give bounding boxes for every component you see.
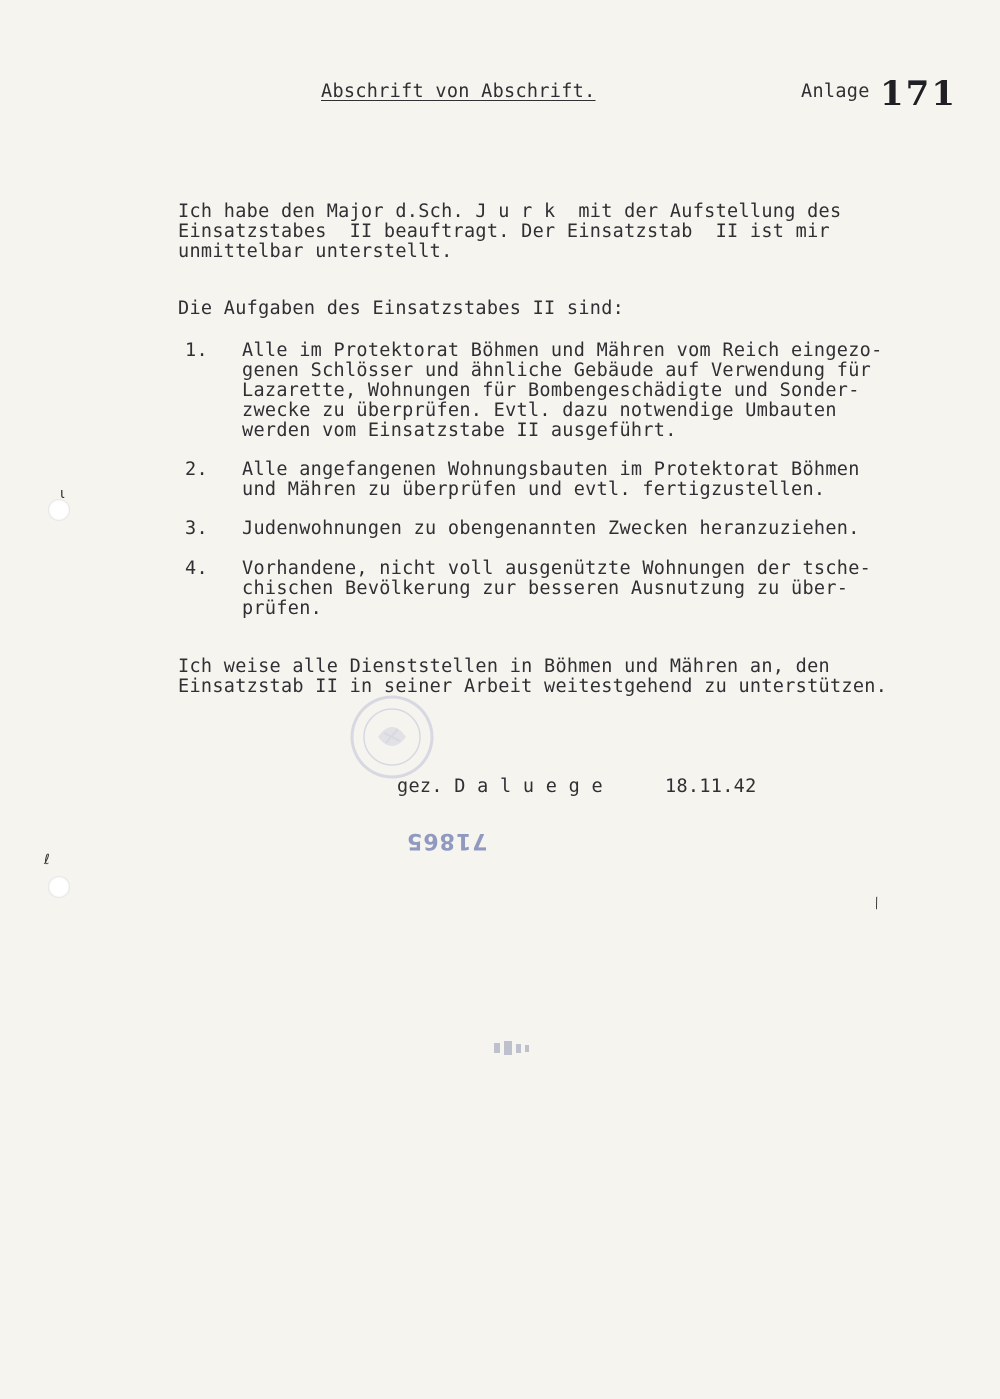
task-text: Alle im Protektorat Böhmen und Mähren vom Reich eingezo- genen Schlösser und ähnliche Gebäude auf Verwendung für Lazarette, Wohnungen für Bombengeschädigte und Sonder- zwecke zu überprüfen. Evtl. dazu notwendige Umbauten werden vom Einsatzstabe II ausgeführt. [242, 340, 883, 441]
task-number: 4. [185, 558, 208, 579]
task-number: 3. [185, 518, 208, 539]
task-text: Vorhandene, nicht voll ausgenützte Wohnungen der tsche- chischen Bevölkerung zur besseren Ausnutzung zu über- prüfen. [242, 558, 872, 619]
task-text: Alle angefangenen Wohnungsbauten im Protektorat Böhmen und Mähren zu überprüfen und evtl. fertigzustellen. [242, 459, 860, 500]
anlage-number: 171 [880, 74, 957, 114]
signature-date: 18.11.42 [665, 776, 757, 797]
intro-paragraph: Ich habe den Major d.Sch. J u r k mit der Aufstellung des Einsatzstabes II beauftragt. Der Einsatzstab II ist mir unmittelbar unterstellt. [178, 201, 842, 262]
pencil-mark: ι [60, 486, 65, 502]
faint-stamp-mark [492, 1039, 532, 1057]
archive-number-stamp: 71865 [406, 828, 488, 853]
task-number: 2. [185, 459, 208, 480]
task-number: 1. [185, 340, 208, 361]
tasks-heading: Die Aufgaben des Einsatzstabes II sind: [178, 298, 625, 319]
punch-hole [48, 876, 70, 898]
pencil-mark: ℓ [44, 852, 50, 868]
anlage-label: Anlage [801, 81, 870, 102]
pencil-mark: ⁄ [872, 896, 883, 912]
punch-hole [48, 499, 70, 521]
document-title: Abschrift von Abschrift. [321, 81, 596, 102]
signature: gez. D a l u e g e [397, 776, 603, 797]
official-stamp [348, 693, 436, 781]
task-text: Judenwohnungen zu obengenannten Zwecken heranzuziehen. [242, 518, 860, 539]
closing-paragraph: Ich weise alle Dienststellen in Böhmen und Mähren an, den Einsatzstab II in seiner Arbeit weitestgehend zu unterstützen. [178, 656, 888, 697]
